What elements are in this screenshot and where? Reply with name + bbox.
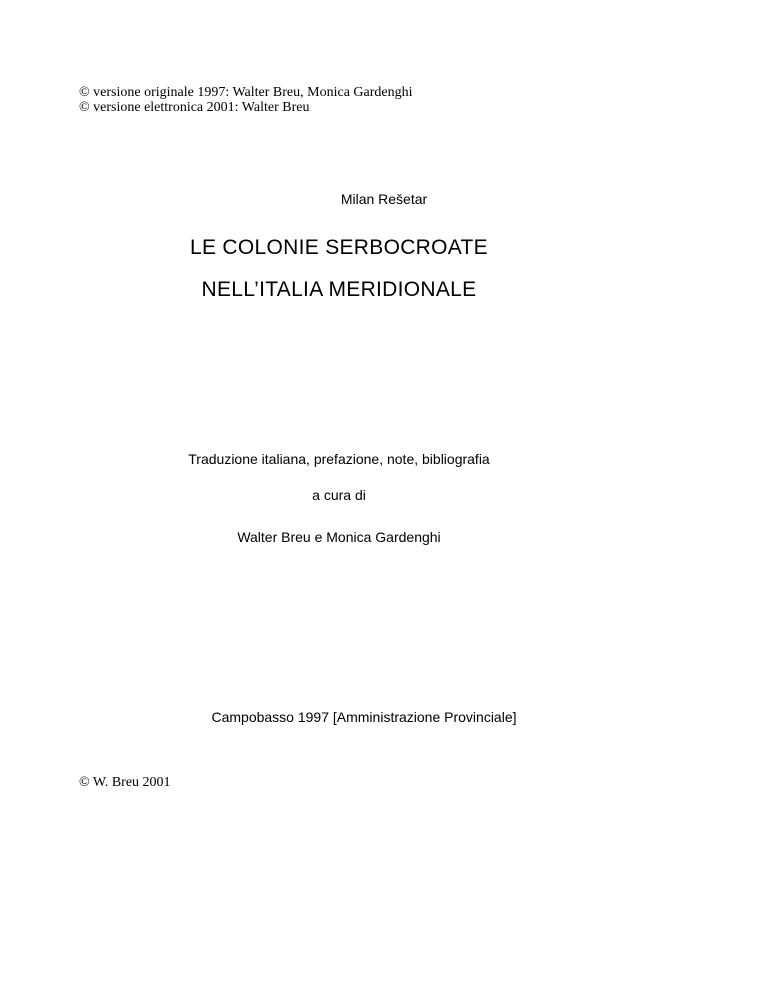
copyright-original: © versione originale 1997: Walter Breu, Monica Gardenghi (79, 85, 413, 100)
translation-description: Traduzione italiana, prefazione, note, bibliografia (188, 451, 490, 467)
author-name: Milan Rešetar (340, 191, 428, 207)
copyright-notice (79, 85, 413, 115)
publisher-info: Campobasso 1997 [Amministrazione Provinciale] (211, 709, 517, 725)
editors: Walter Breu e Monica Gardenghi (237, 529, 441, 545)
copyright-electronic: © versione elettronica 2001: Walter Breu (79, 100, 310, 115)
translation-by: a cura di (312, 487, 366, 503)
title-line-1: LE COLONIE SERBOCROATE (190, 236, 488, 259)
footer-copyright: © W. Breu 2001 (79, 775, 171, 790)
title-line-2: NELL’ITALIA MERIDIONALE (201, 278, 477, 301)
